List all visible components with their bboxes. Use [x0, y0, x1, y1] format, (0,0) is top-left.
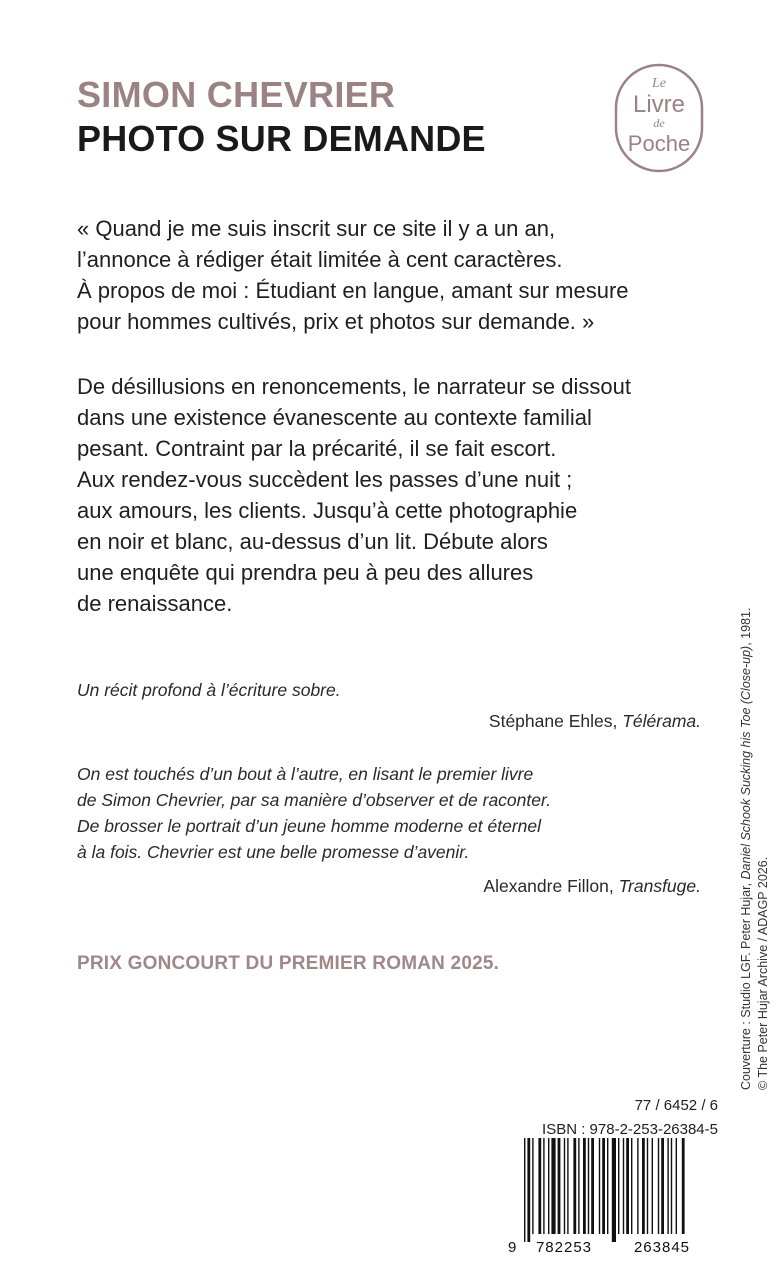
prize-label: PRIX GONCOURT DU PREMIER ROMAN 2025. — [77, 953, 500, 974]
barcode-bar — [573, 1138, 576, 1234]
barcode-bar — [618, 1138, 619, 1234]
logo-text-livre: Livre — [632, 91, 686, 118]
logo-text-le: Le — [652, 76, 666, 91]
catalog-number: 77 / 6452 / 6 — [634, 1097, 718, 1114]
logo-text-poche: Poche — [627, 131, 691, 156]
barcode-bar — [626, 1138, 629, 1234]
barcode-bar — [558, 1138, 561, 1234]
barcode-bar — [637, 1138, 638, 1234]
barcode-bar — [599, 1138, 600, 1234]
author-name: SIMON CHEVRIER — [77, 74, 396, 115]
barcode-bar — [532, 1138, 533, 1234]
cover-credit-line-1: Couverture : Studio LGF. Peter Hujar, Daniel Schook Sucking his Toe (Close-up), 1981. — [739, 607, 753, 1090]
book-title: PHOTO SUR DEMANDE — [77, 118, 486, 159]
review-quote-1: Un récit profond à l’écriture sobre. — [77, 680, 341, 700]
review-author-2: Alexandre Fillon, — [483, 876, 614, 896]
barcode-digits-left: 782253 — [535, 1239, 593, 1256]
barcode-bars — [524, 1138, 685, 1242]
review-publication-1: Télérama. — [622, 711, 701, 731]
le-livre-de-poche-logo — [614, 63, 704, 173]
barcode-bar — [567, 1138, 568, 1234]
barcode — [506, 1138, 718, 1256]
barcode-bar — [551, 1138, 555, 1234]
review-publication-2: Transfuge. — [618, 876, 701, 896]
barcode-bar — [671, 1138, 672, 1234]
barcode-bar — [652, 1138, 653, 1234]
barcode-bar — [607, 1138, 608, 1234]
barcode-digit-lead: 9 — [508, 1239, 517, 1256]
barcode-bar — [588, 1138, 589, 1234]
barcode-bar — [661, 1138, 664, 1234]
barcode-bar — [631, 1138, 632, 1234]
review-attribution-2 — [483, 873, 701, 899]
barcode-bar — [612, 1138, 616, 1242]
review-attribution-1 — [489, 708, 701, 734]
review-author-1: Stéphane Ehles, — [488, 711, 618, 731]
blurb-summary: De désillusions en renoncements, le narrateur se dissout dans une existence évanescente au contexte familial pesant. Contraint par la précarité, il se fait escort. Aux rendez-vous succèdent les passes d’une nuit ; aux amours, les clients. Jusqu’à cette photographie en noir et blanc, au-dessus d’un lit. Débute alors une enquête qui prendra peu à peu des allures de renaissance. — [77, 374, 631, 616]
barcode-bar — [667, 1138, 668, 1234]
barcode-bar — [658, 1138, 659, 1234]
barcode-bar — [591, 1138, 594, 1234]
barcode-bar — [647, 1138, 648, 1234]
barcode-bar — [682, 1138, 685, 1234]
barcode-bar — [538, 1138, 541, 1234]
barcode-bar — [564, 1138, 565, 1234]
barcode-bar — [578, 1138, 579, 1234]
barcode-bar — [543, 1138, 544, 1234]
logo-text-de: de — [653, 116, 665, 130]
barcode-bar — [527, 1138, 530, 1242]
barcode-bar — [642, 1138, 645, 1234]
barcode-bar — [548, 1138, 549, 1234]
cover-credit — [738, 607, 772, 1090]
review-quote-2: On est touchés d’un bout à l’autre, en lisant le premier livre de Simon Chevrier, par sa manière d’observer et de raconter. De brosser le portrait d’un jeune homme moderne et éternel à la fois. Chevrier est une belle promesse d’avenir. — [77, 764, 552, 862]
blurb-quote: « Quand je me suis inscrit sur ce site il y a un an, l’annonce à rédiger était limitée à cent caractères. À propos de moi : Étudiant en langue, amant sur mesure pour hommes cultivés, prix et photos sur demande. » — [77, 216, 629, 334]
barcode-bar — [676, 1138, 677, 1234]
cover-credit-line-2: © The Peter Hujar Archive / ADAGP 2026. — [756, 856, 770, 1090]
barcode-bar — [583, 1138, 586, 1234]
barcode-bar — [602, 1138, 605, 1234]
barcode-bar — [524, 1138, 525, 1242]
isbn-number: ISBN : 978-2-253-26384-5 — [542, 1121, 718, 1138]
barcode-digits-right: 263845 — [633, 1239, 691, 1256]
barcode-bar — [623, 1138, 624, 1234]
